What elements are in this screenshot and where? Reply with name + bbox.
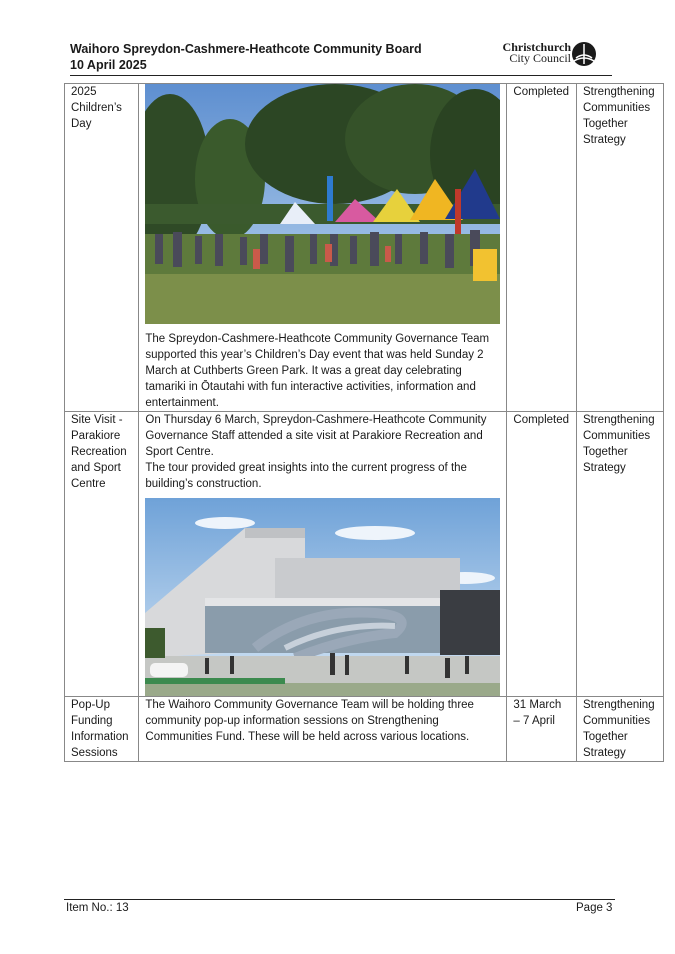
activity-cell: Pop-Up Funding Information Sessions bbox=[65, 697, 139, 762]
childrens-day-photo bbox=[145, 84, 500, 324]
table-row bbox=[65, 697, 664, 762]
status-cell: Completed bbox=[507, 412, 577, 697]
header-divider bbox=[70, 75, 612, 76]
board-name: Waihoro Spreydon-Cashmere-Heathcote Community Board bbox=[70, 42, 422, 56]
page-number: Page 3 bbox=[576, 902, 613, 914]
description-text: The Spreydon-Cashmere-Heathcote Community Governance Team supported this year’s Children’s Day event that was held Sunday 2 March at Cuthberts Green Park. It was a great day celebrating tamariki in Ōtautahi with fun interactive activities, information and entertainment. bbox=[145, 333, 490, 409]
logo-line-1: Christchurch bbox=[502, 40, 571, 54]
activity-cell: Site Visit - Parakiore Recreation and Sport Centre bbox=[65, 412, 139, 697]
description-cell bbox=[139, 412, 507, 697]
description-text: On Thursday 6 March, Spreydon-Cashmere-Heathcote Community Governance Staff attended a site visit at Parakiore Recreation and Sport Centre. bbox=[145, 414, 487, 458]
logo-line-2: City Council bbox=[509, 51, 571, 65]
description-cell bbox=[139, 84, 507, 412]
strategy-cell: Strengthening Communities Together Strategy bbox=[576, 412, 663, 697]
table-row bbox=[65, 412, 664, 697]
meeting-date: 10 April 2025 bbox=[70, 58, 147, 72]
page-header bbox=[70, 41, 615, 75]
item-number: Item No.: 13 bbox=[66, 902, 129, 914]
footer-divider bbox=[64, 899, 615, 900]
activity-table bbox=[64, 83, 664, 762]
strategy-cell: Strengthening Communities Together Strategy bbox=[576, 697, 663, 762]
recreation-centre-render bbox=[145, 498, 500, 696]
description-cell: The Waihoro Community Governance Team will be holding three community pop-up information sessions on Strengthening Communities Fund. These will be held across various locations. bbox=[139, 697, 507, 762]
description-text: The tour provided great insights into the current progress of the building’s construction. bbox=[145, 462, 467, 490]
status-cell: 31 March – 7 April bbox=[507, 697, 577, 762]
status-cell: Completed bbox=[507, 84, 577, 412]
council-logo-icon bbox=[571, 41, 597, 67]
table-row bbox=[65, 84, 664, 412]
strategy-cell: Strengthening Communities Together Strategy bbox=[576, 84, 663, 412]
activity-cell: 2025 Children’s Day bbox=[65, 84, 139, 412]
